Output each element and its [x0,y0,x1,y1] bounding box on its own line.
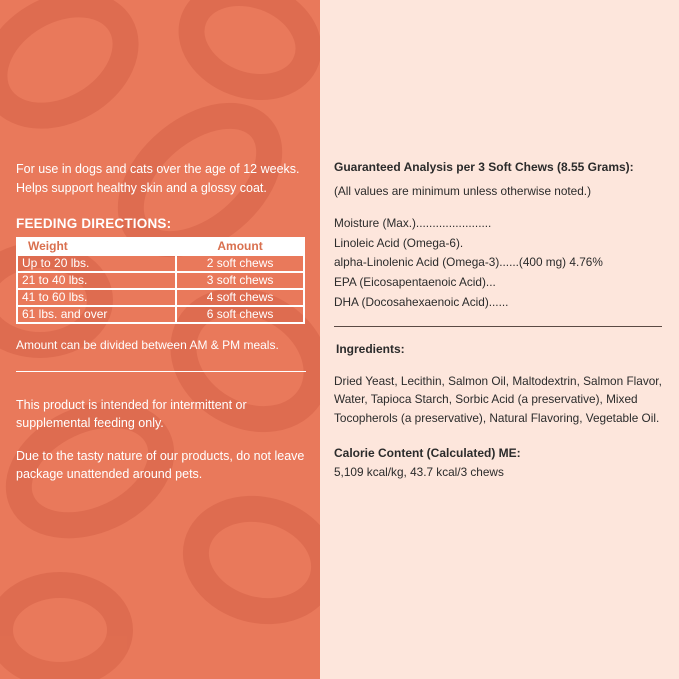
intermittent-feeding-text: This product is intended for intermittent or supplemental feeding only. [16,397,247,430]
warning-text: Due to the tasty nature of our products, do not leave package unattended around pets. [16,448,305,481]
analysis-note: (All values are minimum unless otherwise noted.) [334,183,592,198]
amount-cell: 3 soft chews [176,272,304,289]
left-content [16,160,308,484]
header-weight: Weight [17,238,176,255]
right-content [334,158,674,483]
amount-cell: 4 soft chews [176,289,304,306]
weight-cell: Up to 20 lbs. [17,255,176,272]
analysis-item: EPA (Eicosapentaenoic Acid)... [334,274,496,289]
calorie-value: 5,109 kcal/kg, 43.7 kcal/3 chews [334,465,504,480]
table-row [17,306,304,323]
analysis-heading: Guaranteed Analysis per 3 Soft Chews (8.55 Grams): [334,160,634,174]
ingredients-text: Dried Yeast, Lecithin, Salmon Oil, Maltodextrin, Salmon Flavor, Water, Tapioca Starch, Sorbic Acid (a preservative), Mixed Tocopherols (a preservative), Natural Flavoring, Vegetable Oil. [334,373,662,425]
analysis-item: Moisture (Max.)....................... [334,216,492,231]
intro-text: For use in dogs and cats over the age of 12 weeks. Helps support healthy skin and a glossy coat. [16,162,300,195]
table-row [17,255,304,272]
calorie-heading: Calorie Content (Calculated) ME: [334,445,521,460]
weight-cell: 61 lbs. and over [17,306,176,323]
analysis-item: alpha-Linolenic Acid (Omega-3)......(400 mg) 4.76% [334,255,603,270]
amount-cell: 2 soft chews [176,255,304,272]
weight-cell: 21 to 40 lbs. [17,272,176,289]
table-header-row [17,238,304,255]
divide-note: Amount can be divided between AM & PM meals. [16,338,279,352]
analysis-list [334,214,674,312]
weight-cell: 41 to 60 lbs. [17,289,176,306]
feeding-directions-heading: FEEDING DIRECTIONS: [16,216,172,231]
feeding-table [16,237,305,324]
table-row [17,289,304,306]
amount-cell: 6 soft chews [176,306,304,323]
divider [16,371,306,372]
table-row [17,272,304,289]
divider [334,326,662,327]
analysis-item: DHA (Docosahexaenoic Acid)...... [334,294,509,309]
analysis-item: Linoleic Acid (Omega-6). [334,235,464,250]
ingredients-heading: Ingredients: [336,342,405,357]
left-panel [0,0,320,679]
header-amount: Amount [176,238,304,255]
